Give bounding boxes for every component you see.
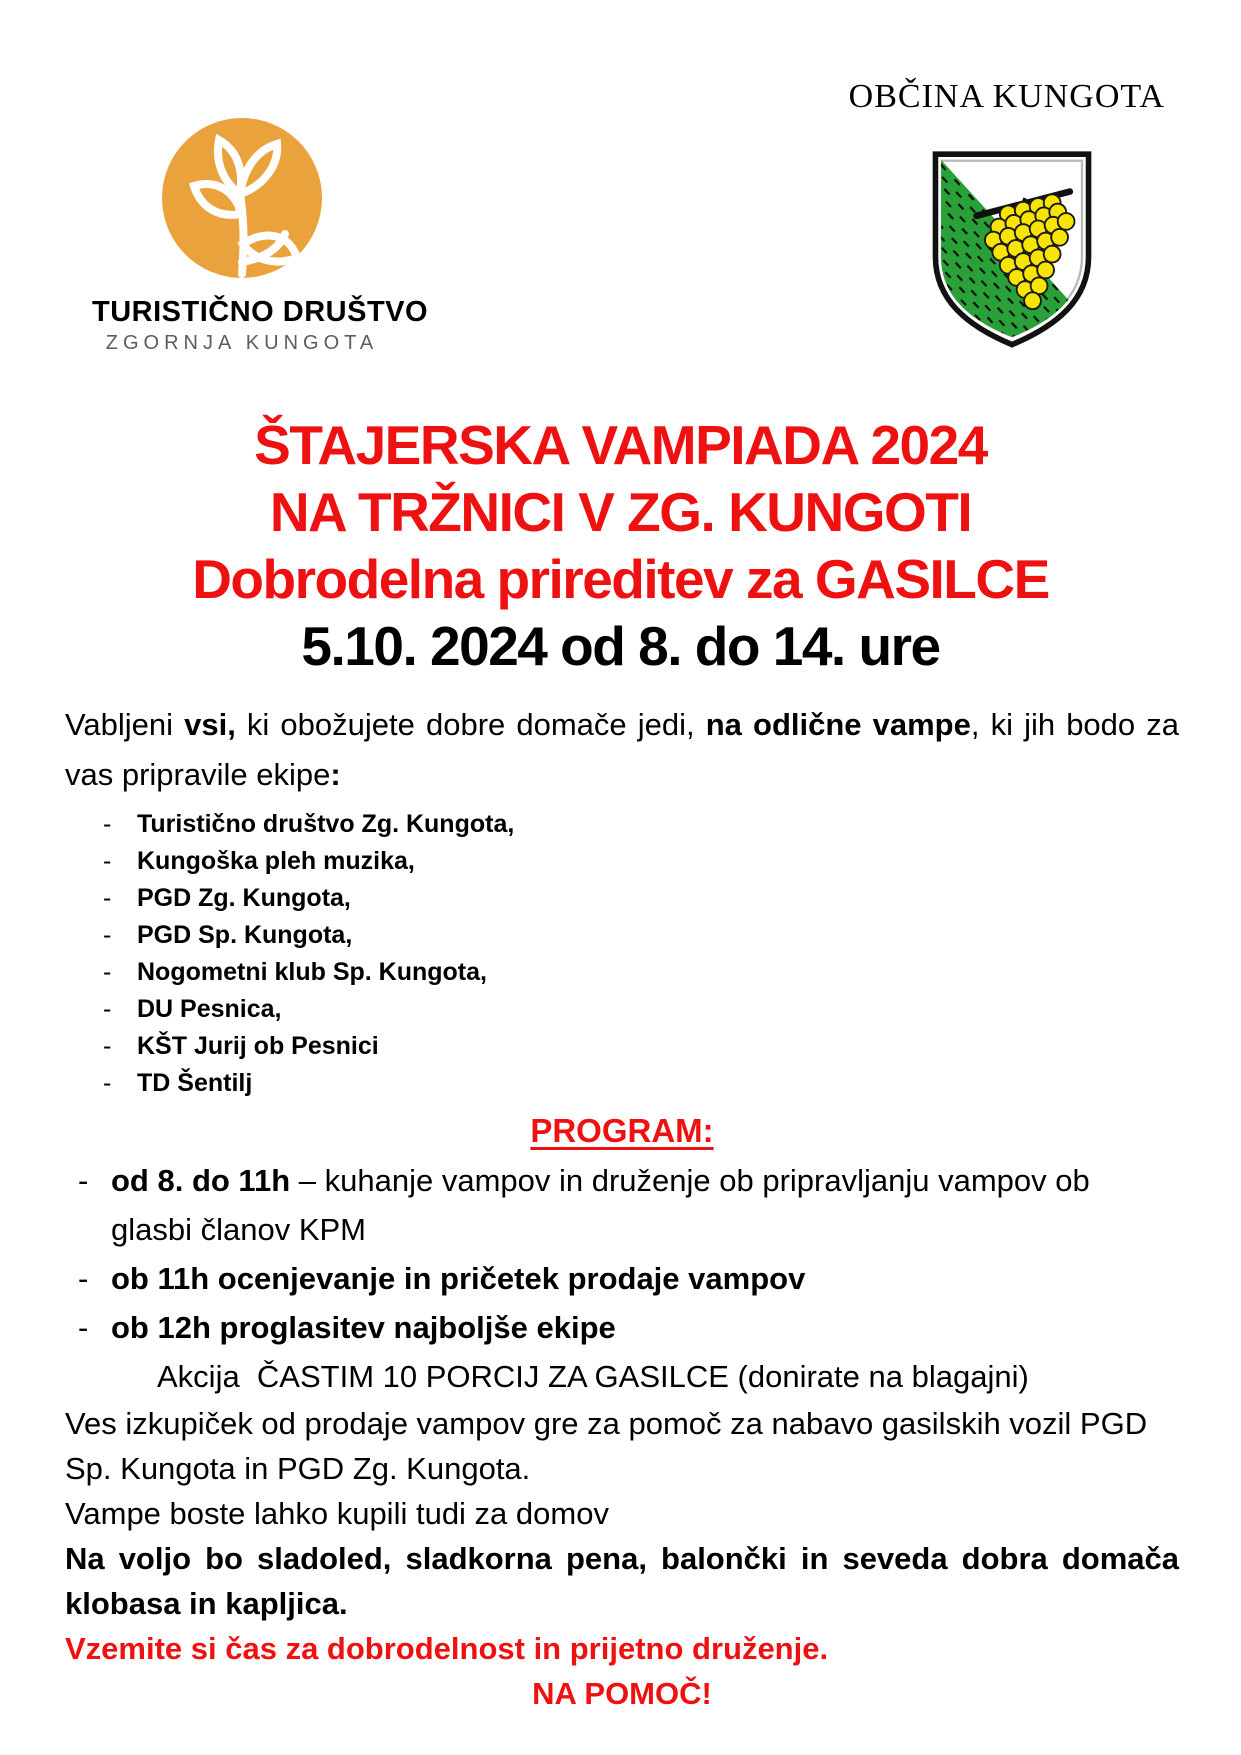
event-titles <box>0 412 1241 680</box>
offer-paragraph: Na voljo bo sladoled, sladkorna pena, balončki in seveda dobra domača klobasa in kapljica. <box>65 1541 1179 1621</box>
program-item: - ob 12h proglasitev najboljše ekipe <box>78 1303 1179 1352</box>
event-date-line: 5.10. 2024 od 8. do 14. ure <box>301 615 940 677</box>
list-dash: - <box>103 884 112 912</box>
team-item: - PGD Zg. Kungota, <box>103 880 1179 917</box>
team-item: - KŠT Jurij ob Pesnici <box>103 1028 1179 1065</box>
event-title-line1: ŠTAJERSKA VAMPIADA 2024 <box>254 414 987 476</box>
team-item: - PGD Sp. Kungota, <box>103 917 1179 954</box>
list-dash: - <box>78 1310 89 1345</box>
list-dash: - <box>103 1069 112 1097</box>
tourist-society-name: TURISTIČNO DRUŠTVO <box>92 296 429 328</box>
flower-logo-icon <box>92 112 392 284</box>
list-dash: - <box>78 1261 89 1296</box>
team-item: - TD Šentilj <box>103 1065 1179 1102</box>
tourist-society-place: ZGORNJA KUNGOTA <box>105 332 379 354</box>
list-dash: - <box>103 847 112 875</box>
teams-list <box>103 806 1179 1102</box>
program-item: - ob 11h ocenjevanje in pričetek prodaje vampov <box>78 1254 1179 1303</box>
charity-line: Vzemite si čas za dobrodelnost in prijetno druženje. <box>65 1631 829 1666</box>
event-title-line2: NA TRŽNICI V ZG. KUNGOTI <box>269 481 972 543</box>
list-dash: - <box>103 958 112 986</box>
flyer-body <box>65 700 1179 1716</box>
intro-text: , ki jih bodo za vas pripravile ekipe <box>65 707 1179 792</box>
proceeds-paragraph: Ves izkupiček od prodaje vampov gre za pomoč za nabavo gasilskih vozil PGD Sp. Kungota in PGD Zg. Kungota. <box>65 1406 1148 1486</box>
list-dash: - <box>78 1163 89 1198</box>
kungota-coat-of-arms-icon <box>928 146 1096 356</box>
list-dash: - <box>103 810 112 838</box>
team-item: - Nogometni klub Sp. Kungota, <box>103 954 1179 991</box>
intro-bold-vampe: na odlične vampe <box>705 707 971 742</box>
municipality-title: OBČINA KUNGOTA <box>848 78 1165 115</box>
takeaway-line: Vampe boste lahko kupili tudi za domov <box>65 1496 609 1531</box>
intro-text: Vabljeni <box>65 707 185 742</box>
intro-colon: : <box>330 757 341 792</box>
team-item: - DU Pesnica, <box>103 991 1179 1028</box>
intro-bold-vsi: vsi, <box>184 707 236 742</box>
tourist-society-logo <box>92 112 429 355</box>
event-title-line3: Dobrodelna prireditev za GASILCE <box>192 548 1049 610</box>
intro-text: ki obožujete dobre domače jedi, <box>235 707 706 742</box>
na-pomoc-line: NA POMOČ! <box>532 1676 712 1711</box>
list-dash: - <box>103 995 112 1023</box>
team-item: - Kungoška pleh muzika, <box>103 843 1179 880</box>
team-item: - Turistično društvo Zg. Kungota, <box>103 806 1179 843</box>
akcija-line: Akcija ČASTIM 10 PORCIJ ZA GASILCE (donirate na blagajni) <box>157 1359 1029 1394</box>
program-heading: PROGRAM: <box>530 1112 714 1149</box>
program-item: - od 8. do 11h – kuhanje vampov in druženje ob pripravljanju vampov ob glasbi članov KPM <box>78 1156 1179 1254</box>
intro-paragraph <box>65 700 1179 800</box>
list-dash: - <box>103 1032 112 1060</box>
program-list <box>78 1156 1179 1352</box>
list-dash: - <box>103 921 112 949</box>
